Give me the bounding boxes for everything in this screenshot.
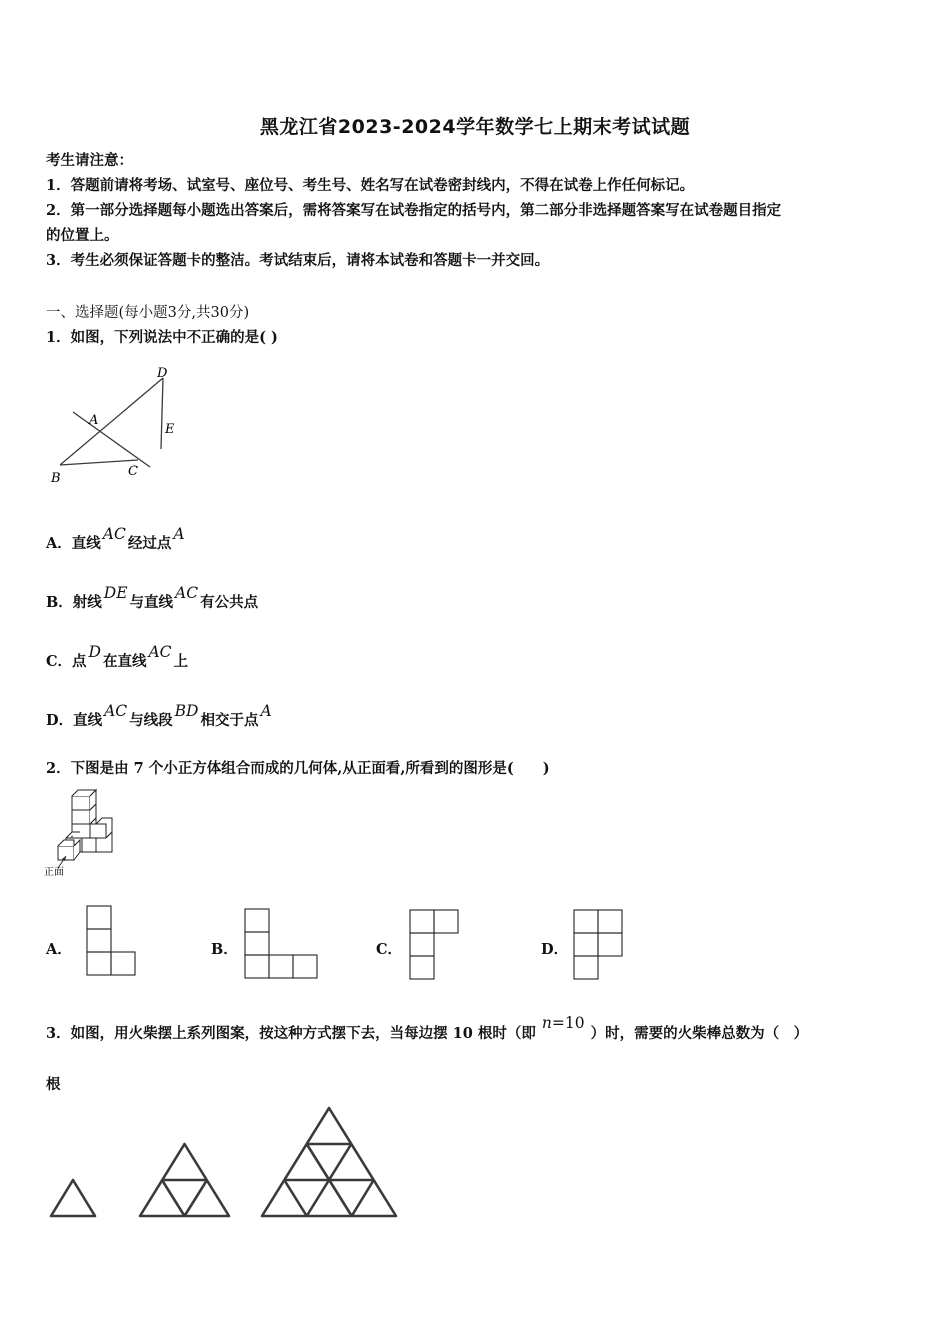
q2-option-b-figure[interactable] (245, 909, 319, 979)
line-DB (60, 378, 163, 465)
q2-option-c-label[interactable]: C． (376, 941, 403, 958)
triangle-n2 (140, 1144, 229, 1216)
notice-item-2: 2．第一部分选择题每小题选出答案后，需将答案写在试卷指定的括号内，第二部分非选择题答案写在试卷题目指定 (46, 202, 782, 219)
q2-option-a-label[interactable]: A． (46, 941, 72, 958)
label-A: A (89, 413, 99, 428)
q2-option-d-label[interactable]: D． (541, 941, 569, 958)
notice-item-1: 1．答题前请将考场、试室号、座位号、考生号、姓名写在试卷密封线内，不得在试卷上作任何标记。 (46, 177, 695, 194)
q1-option-b[interactable]: B．射线DE与直线AC有公共点 (46, 584, 259, 611)
q1-stem: 1．如图，下列说法中不正确的是( ) (46, 329, 278, 346)
q3-stem-tail: 根 (46, 1076, 61, 1093)
notice-item-2-cont: 的位置上。 (46, 227, 119, 244)
q2-stem: 2．下图是由 7 个小正方体组合而成的几何体,从正面看,所看到的图形是( ) (46, 760, 550, 777)
front-label: 正面 (44, 867, 64, 878)
q1-option-a[interactable]: A．直线AC经过点A (46, 525, 185, 552)
triangle-n3 (262, 1108, 396, 1216)
notice-heading: 考生请注意： (46, 152, 133, 169)
q2-option-c-figure[interactable] (410, 910, 460, 980)
q1-figure (40, 360, 190, 490)
triangle-n1 (51, 1180, 95, 1216)
section-heading: 一、选择题(每小题3分,共30分) (46, 305, 250, 321)
q3-stem: 3．如图，用火柴摆上系列图案，按这种方式摆下去，当每边摆 10 根时（即n=10）时，需要的火柴棒总数为（ ） (46, 1014, 809, 1042)
label-C: C (128, 464, 138, 479)
notice-item-3: 3．考生必须保证答题卡的整洁。考试结束后，请将本试卷和答题卡一并交回。 (46, 252, 550, 269)
label-E: E (165, 422, 175, 437)
q3-matchstick-figures (48, 1104, 400, 1220)
q2-option-a-figure[interactable] (87, 906, 137, 976)
label-D: D (157, 366, 168, 381)
q2-cube-figure (44, 786, 124, 881)
q1-option-d[interactable]: D．直线AC与线段BD相交于点A (46, 702, 272, 729)
page-title: 黑龙江省2023-2024学年数学七上期末考试试题 (259, 116, 691, 138)
line-AC (73, 412, 150, 467)
segment-BC (60, 460, 138, 465)
ray-DE (161, 378, 163, 449)
q2-option-d-figure[interactable] (574, 910, 624, 980)
q1-option-c[interactable]: C．点D在直线AC上 (46, 643, 189, 670)
label-B: B (51, 471, 61, 486)
q2-option-b-label[interactable]: B． (211, 941, 238, 958)
